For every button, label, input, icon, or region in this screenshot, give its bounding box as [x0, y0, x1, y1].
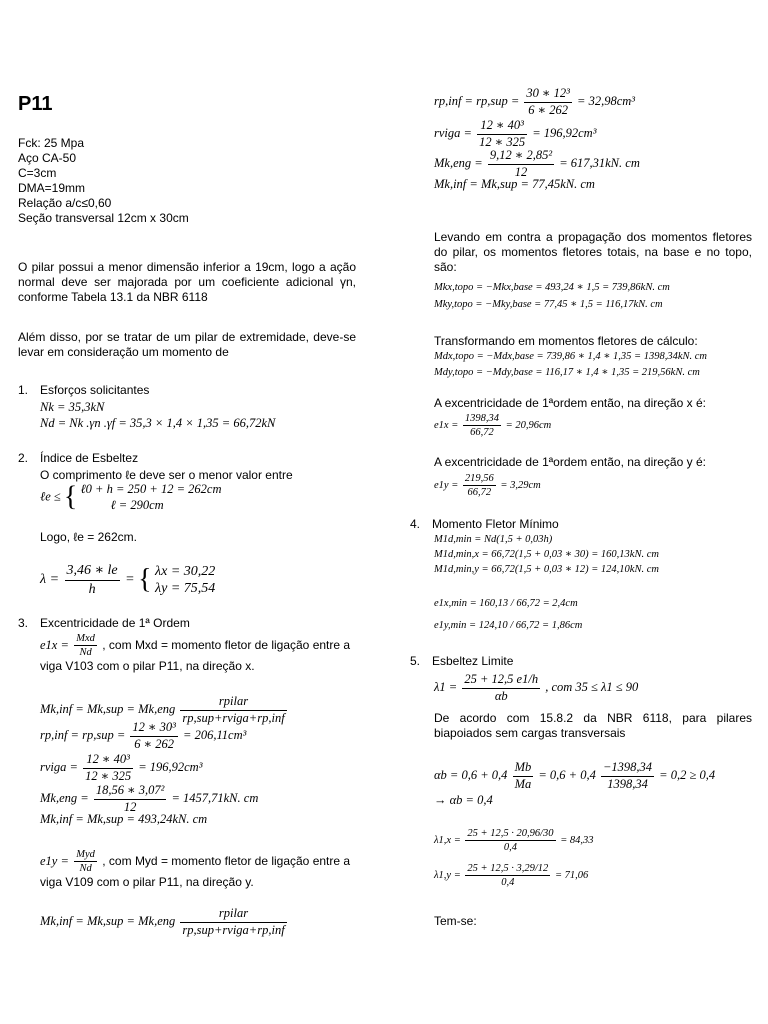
mk-fraction: [180, 906, 286, 938]
equation-mk-inf-result: Mk,inf = Mk,sup = 493,24kN. cm: [40, 812, 208, 826]
equation-rp-inf: [40, 720, 356, 752]
equation-rviga: [40, 752, 356, 784]
equation-m1d-min-y: M1d,min,y = 66,72(1,5 + 0,03 ∗ 12) = 124,10kN. cm: [434, 564, 659, 575]
fraction-numerator: Mxd: [74, 632, 97, 646]
equation-e1x-min: e1x,min = 160,13 / 66,72 = 2,4cm: [434, 598, 578, 609]
section-title: Índice de Esbeltez: [40, 451, 139, 465]
fraction-denominator: Ma: [514, 776, 532, 791]
equation-mk-eng-y: [434, 148, 752, 180]
equation-mdx-topo: Mdx,topo = −Mdx,base = 739,86 ∗ 1,4 ∗ 1,35 = 1398,34kN. cm: [434, 351, 707, 362]
section-number: 3.: [18, 616, 29, 630]
mkeng-fraction: [94, 783, 167, 815]
mkeng-lhs: Mk,eng =: [434, 156, 483, 170]
rp-fraction: [524, 86, 572, 118]
section-title: Esbeltez Limite: [432, 654, 514, 668]
e1x-definition: [40, 632, 356, 674]
paragraph-temse: Tem-se:: [434, 914, 477, 928]
e1y-definition: [40, 848, 356, 890]
lambda1-fraction: [462, 672, 540, 704]
rviga-fraction: [477, 118, 527, 150]
lambda-cases: [155, 563, 215, 598]
section-title: Momento Fletor Mínimo: [432, 517, 559, 531]
lambda1-condition: , com 35 ≤ λ1 ≤ 90: [545, 680, 639, 694]
fraction-numerator: −1398,34: [601, 760, 654, 777]
fraction-numerator: 1398,34: [463, 412, 501, 426]
equation-m1d-min: M1d,min = Nd(1,5 + 0,03h): [434, 534, 553, 545]
e1y-result: = 3,29cm: [500, 480, 541, 492]
lambda1y-result: = 71,06: [554, 870, 589, 882]
section-3-heading: [18, 616, 356, 631]
lambda-fraction: [65, 562, 120, 598]
fraction-numerator: 30 ∗ 12³: [524, 86, 572, 103]
section-number: 5.: [410, 654, 421, 668]
equation-rviga-y: [434, 118, 752, 150]
fraction-denominator: Nd: [79, 863, 92, 875]
section-number: 4.: [410, 517, 421, 531]
section-title: Esforços solicitantes: [40, 383, 150, 397]
section-2-heading: [18, 451, 356, 466]
mk-lhs: Mk,inf = Mk,sup = Mk,eng: [40, 702, 176, 716]
page-title: P11: [18, 93, 53, 115]
spec-item: Relação a/c≤0,60: [18, 196, 112, 210]
mkeng-fraction: [488, 148, 554, 180]
le-case-1: ℓ0 + h = 250 + 12 = 262cm: [80, 482, 222, 496]
lambda-x: λx = 30,22: [155, 563, 216, 579]
e1x-lhs: e1x =: [40, 637, 69, 652]
equation-mk-eng: [40, 783, 356, 815]
equation-lambda1x: [434, 827, 752, 854]
fraction-numerator: 3,46 ∗ le: [65, 562, 120, 581]
equation-e1y: [434, 472, 752, 499]
alpha-lhs: αb = 0,6 + 0,4: [434, 768, 508, 782]
alpha-fraction-2: [601, 760, 654, 792]
paragraph-design-moments: Transformando em momentos fletores de cálculo:: [434, 334, 698, 348]
lambda1x-lhs: λ1,x =: [434, 835, 461, 847]
mk-lhs: Mk,inf = Mk,sup = Mk,eng: [40, 914, 176, 928]
lambda1-lhs: λ1 =: [434, 680, 458, 694]
slenderness-text: O comprimento ℓe deve ser o menor valor entre: [40, 468, 293, 482]
paragraph-ey: A excentricidade de 1ªordem então, na direção y é:: [434, 455, 706, 469]
section-number: 1.: [18, 383, 29, 397]
lambda-y: λy = 75,54: [155, 581, 216, 596]
fraction-numerator: 25 + 12,5 · 20,96/30: [465, 827, 555, 841]
section-5-heading: [410, 654, 752, 669]
fraction-denominator: Nd: [79, 647, 92, 659]
spec-item: Fck: 25 Mpa: [18, 136, 85, 150]
equation-nd: Nd = Nk .γn .γf = 35,3 × 1,4 × 1,35 = 66,72kN: [40, 416, 276, 430]
equation-m1d-min-x: M1d,min,x = 66,72(1,5 + 0,03 ∗ 30) = 160,13kN. cm: [434, 549, 659, 560]
equation-mky-topo: Mky,topo = −Mky,base = 77,45 ∗ 1,5 = 116,17kN. cm: [434, 299, 663, 310]
le-case-2: ℓ = 290cm: [110, 497, 164, 512]
e1x-result: = 20,96cm: [505, 420, 552, 432]
lambda1x-fraction: [465, 827, 555, 854]
fraction-numerator: 18,56 ∗ 3,07²: [94, 783, 167, 800]
equation-mk-inf-y: [40, 906, 356, 938]
fraction-numerator: 12 ∗ 30³: [130, 720, 178, 737]
spec-item: Aço CA-50: [18, 151, 77, 165]
equation-mk-inf-y-result: Mk,inf = Mk,sup = 77,45kN. cm: [434, 177, 595, 191]
fraction-denominator: rp,sup+rviga+rp,inf: [182, 710, 285, 725]
le-cases: [80, 482, 221, 513]
equation-lambda1: [434, 672, 752, 704]
fraction-denominator: 12 ∗ 325: [85, 768, 132, 783]
fraction-numerator: rpilar: [180, 694, 286, 711]
paragraph-propagation: Levando em contra a propagação dos momentos fletores do pilar, os momentos fletores totais, na base e no topo, são:: [434, 230, 752, 274]
e1y-lhs: e1y =: [40, 853, 69, 868]
equation-e1y-min: e1y,min = 124,10 / 66,72 = 1,86cm: [434, 620, 583, 631]
fraction-denominator: 66,72: [467, 487, 492, 499]
fraction-denominator: 0,4: [503, 842, 518, 854]
equation-le: [40, 482, 356, 513]
lambda1x-result: = 84,33: [560, 835, 594, 847]
section-title: Excentricidade de 1ª Ordem: [40, 616, 190, 630]
paragraph-ex: A excentricidade de 1ªordem então, na direção x é:: [434, 396, 706, 410]
fraction-numerator: Myd: [74, 848, 97, 862]
e1y-text: , com Myd = momento fletor de ligação entre a viga V109 com o pilar P11, na direção y.: [40, 853, 351, 890]
lambda-equals: =: [125, 572, 135, 588]
le-result: Logo, ℓe = 262cm.: [40, 530, 137, 544]
rviga-result: = 196,92cm³: [532, 126, 597, 140]
fraction-denominator: αb: [494, 688, 508, 703]
fraction-denominator: 0,4: [501, 877, 515, 889]
fraction-denominator: 12 ∗ 325: [479, 134, 526, 149]
lambda1y-fraction: [465, 862, 550, 889]
section-4-heading: [410, 517, 752, 532]
e1x-fraction: [74, 632, 97, 659]
fraction-numerator: 25 + 12,5 · 3,29/12: [465, 862, 550, 876]
e1x-lhs: e1x =: [434, 420, 459, 432]
brace-symbol: {: [63, 481, 78, 513]
equation-mkx-topo: Mkx,topo = −Mkx,base = 493,24 ∗ 1,5 = 739,86kN. cm: [434, 282, 670, 293]
rviga-lhs: rviga =: [40, 760, 78, 774]
alpha-result: = 0,2 ≥ 0,4: [659, 768, 716, 782]
paragraph-gamma: O pilar possui a menor dimensão inferior a 19cm, logo a ação normal deve ser majorada por um coeficiente adicional γn, conforme Tabela 13.1 da NBR 6118: [18, 260, 356, 304]
equation-alpha-final: → αb = 0,4: [434, 793, 493, 807]
fraction-numerator: Mb: [513, 760, 534, 777]
fraction-numerator: 9,12 ∗ 2,85²: [488, 148, 554, 165]
equation-mdy-topo: Mdy,topo = −Mdy,base = 116,17 ∗ 1,4 ∗ 1,35 = 219,56kN. cm: [434, 367, 700, 378]
paragraph-nbr: De acordo com 15.8.2 da NBR 6118, para pilares biapoiados sem cargas transversais: [434, 711, 752, 740]
mkeng-lhs: Mk,eng =: [40, 791, 89, 805]
alpha-fraction-1: [513, 760, 534, 792]
fraction-denominator: 1398,34: [607, 776, 648, 791]
e1y-fraction: [74, 848, 97, 875]
rviga-result: = 196,92cm³: [138, 760, 203, 774]
fraction-numerator: 12 ∗ 40³: [477, 118, 527, 135]
rp-result: = 32,98cm³: [577, 94, 636, 108]
section-number: 2.: [18, 451, 29, 465]
fraction-denominator: h: [88, 581, 96, 597]
rp-result: = 206,11cm³: [183, 728, 247, 742]
fraction-numerator: 12 ∗ 40³: [83, 752, 133, 769]
fraction-denominator: 6 ∗ 262: [528, 102, 569, 117]
rviga-fraction: [83, 752, 133, 784]
equation-nk: Nk = 35,3kN: [40, 400, 105, 414]
spec-item: DMA=19mm: [18, 181, 86, 195]
rviga-lhs: rviga =: [434, 126, 472, 140]
rp-lhs: rp,inf = rp,sup =: [40, 728, 126, 742]
spec-list: [18, 136, 356, 226]
rp-lhs: rp,inf = rp,sup =: [434, 94, 520, 108]
paragraph-moment: Além disso, por se tratar de um pilar de extremidade, deve-se levar em consideração um momento de: [18, 330, 356, 359]
rp-fraction: [130, 720, 178, 752]
e1y-fraction: [463, 472, 496, 499]
lambda1y-lhs: λ1,y =: [434, 870, 461, 882]
equation-lambda: [40, 562, 356, 598]
equation-rp-inf-y: [434, 86, 752, 118]
equation-lambda1y: [434, 862, 752, 889]
spec-item: C=3cm: [18, 166, 57, 180]
fraction-numerator: 219,56: [463, 472, 496, 486]
lambda-lhs: λ =: [40, 572, 60, 588]
fraction-denominator: 66,72: [470, 427, 494, 439]
fraction-denominator: rp,sup+rviga+rp,inf: [182, 922, 285, 937]
e1y-lhs: e1y =: [434, 480, 459, 492]
section-1-heading: [18, 383, 356, 398]
fraction-denominator: 6 ∗ 262: [134, 736, 175, 751]
le-lhs: ℓe ≤: [40, 489, 61, 504]
fraction-numerator: 25 + 12,5 e1/h: [462, 672, 540, 689]
alpha-mid: = 0,6 + 0,4: [538, 768, 596, 782]
spec-item: Seção transversal 12cm x 30cm: [18, 211, 189, 225]
equation-alpha-b: [434, 760, 752, 792]
mkeng-result: = 1457,71kN. cm: [171, 791, 259, 805]
mkeng-result: = 617,31kN. cm: [559, 156, 640, 170]
e1x-text: , com Mxd = momento fletor de ligação entre a viga V103 com o pilar P11, na direção x.: [40, 637, 351, 674]
fraction-denominator: 12: [514, 164, 528, 179]
brace-symbol: {: [138, 564, 152, 595]
equation-e1x: [434, 412, 752, 439]
fraction-numerator: rpilar: [180, 906, 286, 923]
e1x-fraction: [463, 412, 501, 439]
fraction-denominator: 12: [123, 799, 137, 814]
